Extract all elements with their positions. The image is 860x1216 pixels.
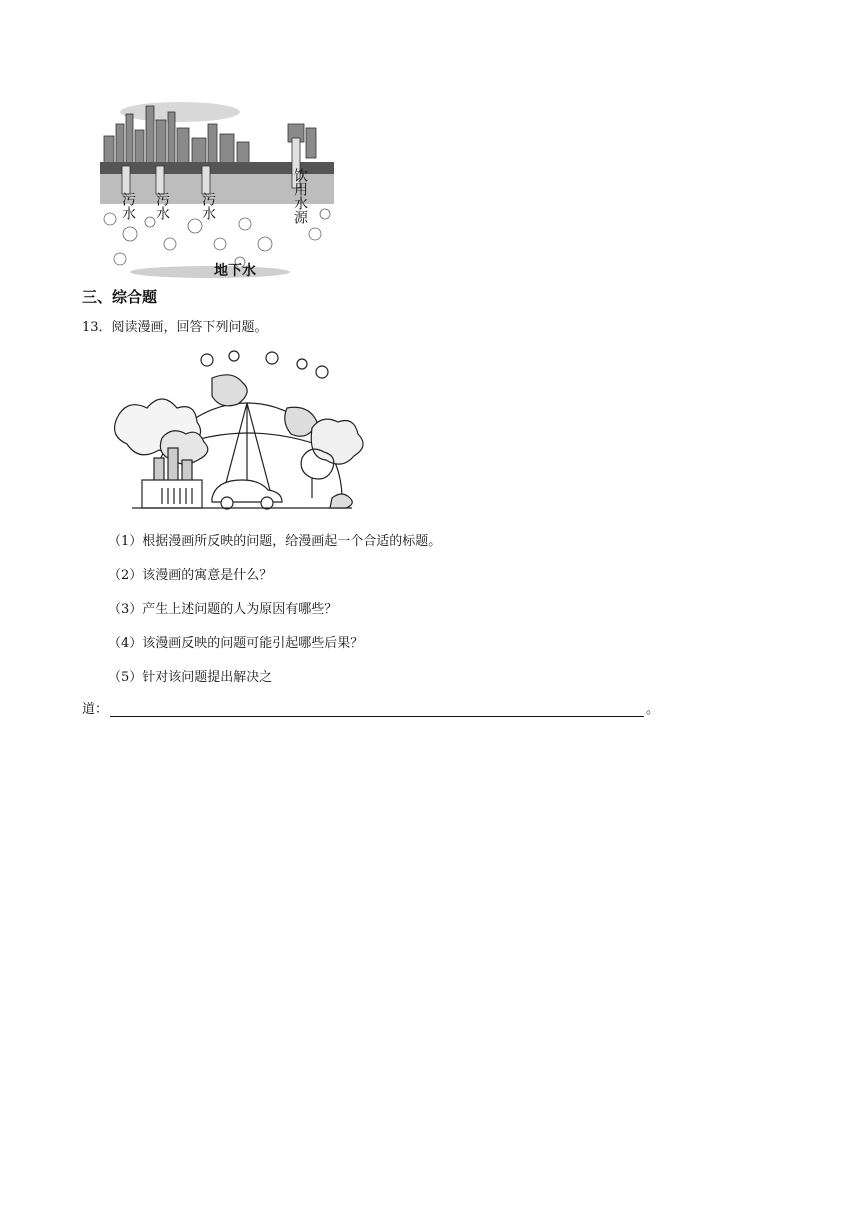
answer-suffix: 。	[646, 702, 660, 717]
answer-blank[interactable]	[110, 702, 644, 717]
sub-question-2: （2）该漫画的寓意是什么？	[108, 568, 273, 583]
sub-question-1: （1）根据漫画所反映的问题，给漫画起一个合适的标题。	[108, 534, 442, 549]
answer-prefix: 道：	[82, 702, 109, 717]
sewage-label-3: 污水	[200, 192, 216, 220]
sewage-label-1: 污水	[120, 192, 136, 220]
drinking-water-source-label: 饮用水源	[292, 168, 308, 224]
pollution-cartoon	[112, 348, 374, 514]
question-number: 13．	[82, 320, 112, 335]
sub-question-4: （4）该漫画反映的问题可能引起哪些后果？	[108, 636, 364, 651]
groundwater-label: 地下水	[214, 263, 256, 279]
answer-line	[82, 698, 659, 717]
polluted-earth-drawing	[112, 348, 374, 514]
section-title: 三、综合题	[82, 288, 158, 306]
question-prompt: 阅读漫画，回答下列问题。	[111, 320, 268, 335]
groundwater-pollution-illustration	[100, 94, 334, 280]
sub-question-5: （5）针对该问题提出解决之	[108, 670, 273, 685]
question-13	[82, 316, 268, 335]
sewage-label-2: 污水	[154, 192, 170, 220]
sub-question-3: （3）产生上述问题的人为原因有哪些？	[108, 602, 338, 617]
